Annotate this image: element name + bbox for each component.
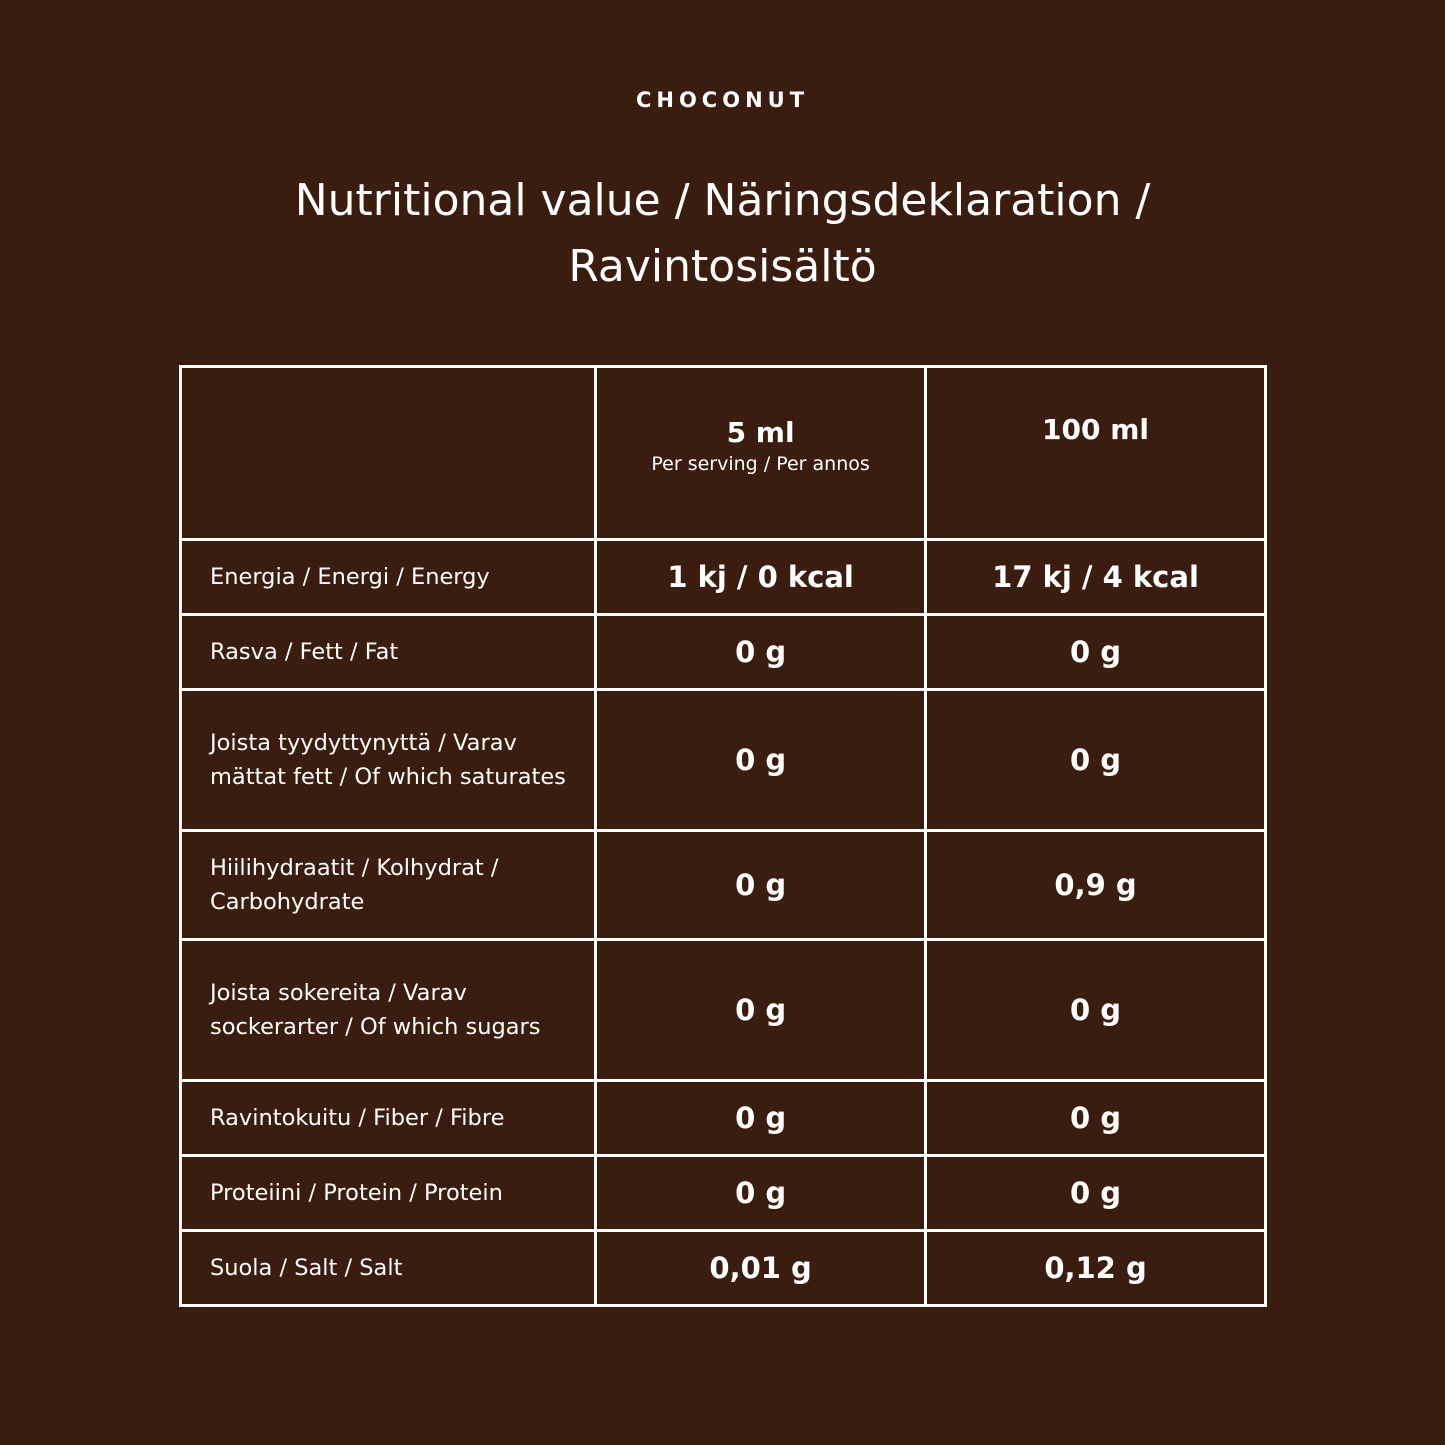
per-100ml-value: 0 g	[926, 615, 1266, 690]
table-row	[181, 940, 1266, 1081]
header-reference-cell	[926, 367, 1266, 540]
serving-note: Per serving / Per annos	[651, 453, 870, 475]
row-label: Joista tyydyttynyttä / Varav mättat fett / Of which saturates	[181, 690, 596, 831]
per-100ml-value: 0 g	[926, 690, 1266, 831]
table-header-row	[181, 367, 1266, 540]
table-row	[181, 1156, 1266, 1231]
per-100ml-value: 0,9 g	[926, 831, 1266, 940]
row-label: Proteiini / Protein / Protein	[181, 1156, 596, 1231]
per-serving-value: 0 g	[596, 1081, 926, 1156]
row-label: Energia / Energi / Energy	[181, 540, 596, 615]
page-title: Nutritional value / Näringsdeklaration / Ravintosisältö	[294, 175, 1151, 292]
nutrition-table	[179, 365, 1267, 1307]
row-label: Hiilihydraatit / Kolhydrat / Carbohydrate	[181, 831, 596, 940]
row-label: Joista sokereita / Varav sockerarter / Of which sugars	[181, 940, 596, 1081]
per-serving-value: 0 g	[596, 1156, 926, 1231]
reference-amount: 100 ml	[1042, 413, 1149, 446]
table-row	[181, 615, 1266, 690]
row-label: Rasva / Fett / Fat	[181, 615, 596, 690]
header-empty-cell	[181, 367, 596, 540]
per-100ml-value: 0,12 g	[926, 1231, 1266, 1306]
per-100ml-value: 0 g	[926, 1156, 1266, 1231]
serving-amount: 5 ml	[726, 416, 795, 449]
row-label: Ravintokuitu / Fiber / Fibre	[181, 1081, 596, 1156]
per-100ml-value: 0 g	[926, 940, 1266, 1081]
header-serving-cell	[596, 367, 926, 540]
per-serving-value: 1 kj / 0 kcal	[596, 540, 926, 615]
table-row	[181, 1081, 1266, 1156]
per-100ml-value: 17 kj / 4 kcal	[926, 540, 1266, 615]
table-row	[181, 540, 1266, 615]
per-100ml-value: 0 g	[926, 1081, 1266, 1156]
brand-name: CHOCONUT	[635, 88, 810, 112]
table-row	[181, 690, 1266, 831]
per-serving-value: 0,01 g	[596, 1231, 926, 1306]
table-row	[181, 831, 1266, 940]
row-label: Suola / Salt / Salt	[181, 1231, 596, 1306]
per-serving-value: 0 g	[596, 831, 926, 940]
per-serving-value: 0 g	[596, 615, 926, 690]
table-row	[181, 1231, 1266, 1306]
per-serving-value: 0 g	[596, 690, 926, 831]
per-serving-value: 0 g	[596, 940, 926, 1081]
